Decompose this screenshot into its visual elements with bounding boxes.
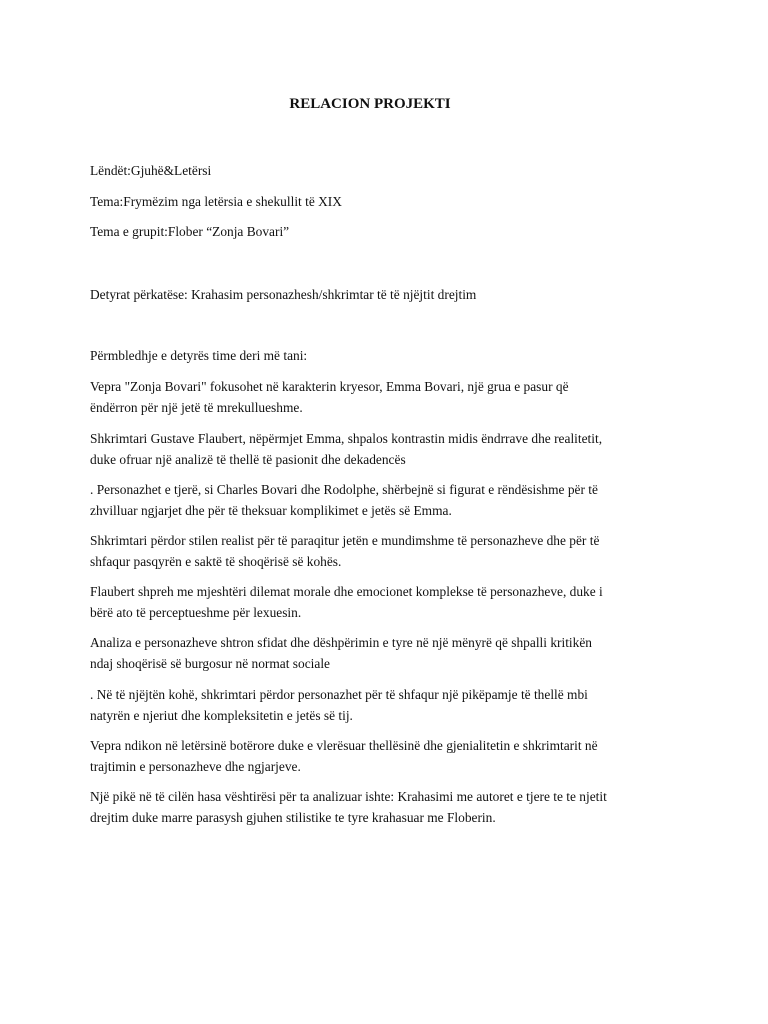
paragraph-line: zhvilluar ngjarjet dhe për të theksuar komplikimet e jetës së Emma. [90,503,452,518]
paragraph-line: bërë ato të perceptueshme për lexuesin. [90,605,302,620]
paragraph-line: Shkrimtari përdor stilen realist për të paraqitur jetën e mundimshme të personazheve dhe për të [90,533,600,548]
paragraph-line: natyrën e njeriut dhe kompleksitetin e jetës së tij. [90,708,353,723]
theme-line: Tema:Frymëzim nga letërsia e shekullit të XIX [90,194,342,209]
paragraph [90,735,690,777]
paragraph-line: drejtim duke marre parasysh gjuhen stilistike te tyre krahasuar me Floberin. [90,810,496,825]
paragraph [90,581,690,623]
paragraph [90,428,690,470]
summary-heading: Përmbledhje e detyrës time deri më tani: [90,348,308,363]
paragraph-line: Shkrimtari Gustave Flaubert, nëpërmjet Emma, shpalos kontrastin midis ëndrrave dhe realitetit, [90,431,603,446]
paragraph-line: Flaubert shpreh me mjeshtëri dilemat morale dhe emocionet komplekse të personazheve, duke i [90,584,603,599]
paragraph-line: ndaj shoqërisë së burgosur në normat sociale [90,656,330,671]
paragraph [90,479,690,521]
document-title: RELACION PROJEKTI [289,96,451,112]
paragraph-line: Një pikë në të cilën hasa vështirësi për ta analizuar ishte: Krahasimi me autoret e tjere te te njetit [90,789,607,804]
group-theme-line: Tema e grupit:Flober “Zonja Bovari” [90,224,290,239]
paragraph-line: trajtimin e personazheve dhe ngjarjeve. [90,759,301,774]
paragraph-line: Vepra "Zonja Bovari" fokusohet në karakterin kryesor, Emma Bovari, një grua e pasur që [90,379,569,394]
tasks-line: Detyrat përkatëse: Krahasim personazhesh/shkrimtar të të njëjtit drejtim [90,287,477,302]
paragraph-line: . Personazhet e tjerë, si Charles Bovari dhe Rodolphe, shërbejnë si figurat e rëndësishme për të [90,482,598,497]
subjects-line: Lëndët:Gjuhë&Letërsi [90,163,212,178]
paragraph [90,684,690,726]
paragraph-line: shfaqur pasqyrën e saktë të shoqërisë së kohës. [90,554,342,569]
paragraph [90,632,690,674]
paragraph [90,530,690,572]
paragraph [90,786,690,828]
paragraph-line: . Në të njëjtën kohë, shkrimtari përdor personazhet për të shfaqur një pikëpamje të thellë mbi [90,687,588,702]
paragraph-line: ëndërron për një jetë të mrekullueshme. [90,400,303,415]
paragraph-line: Analiza e personazheve shtron sfidat dhe dëshpërimin e tyre në një mënyrë që shpalli kritikën [90,635,592,650]
paragraph-line: Vepra ndikon në letërsinë botërore duke e vlerësuar thellësinë dhe gjenialitetin e shkrimtarit në [90,738,598,753]
paragraph-line: duke ofruar një analizë të thellë të pasionit dhe dekadencës [90,452,406,467]
paragraph [90,376,690,418]
